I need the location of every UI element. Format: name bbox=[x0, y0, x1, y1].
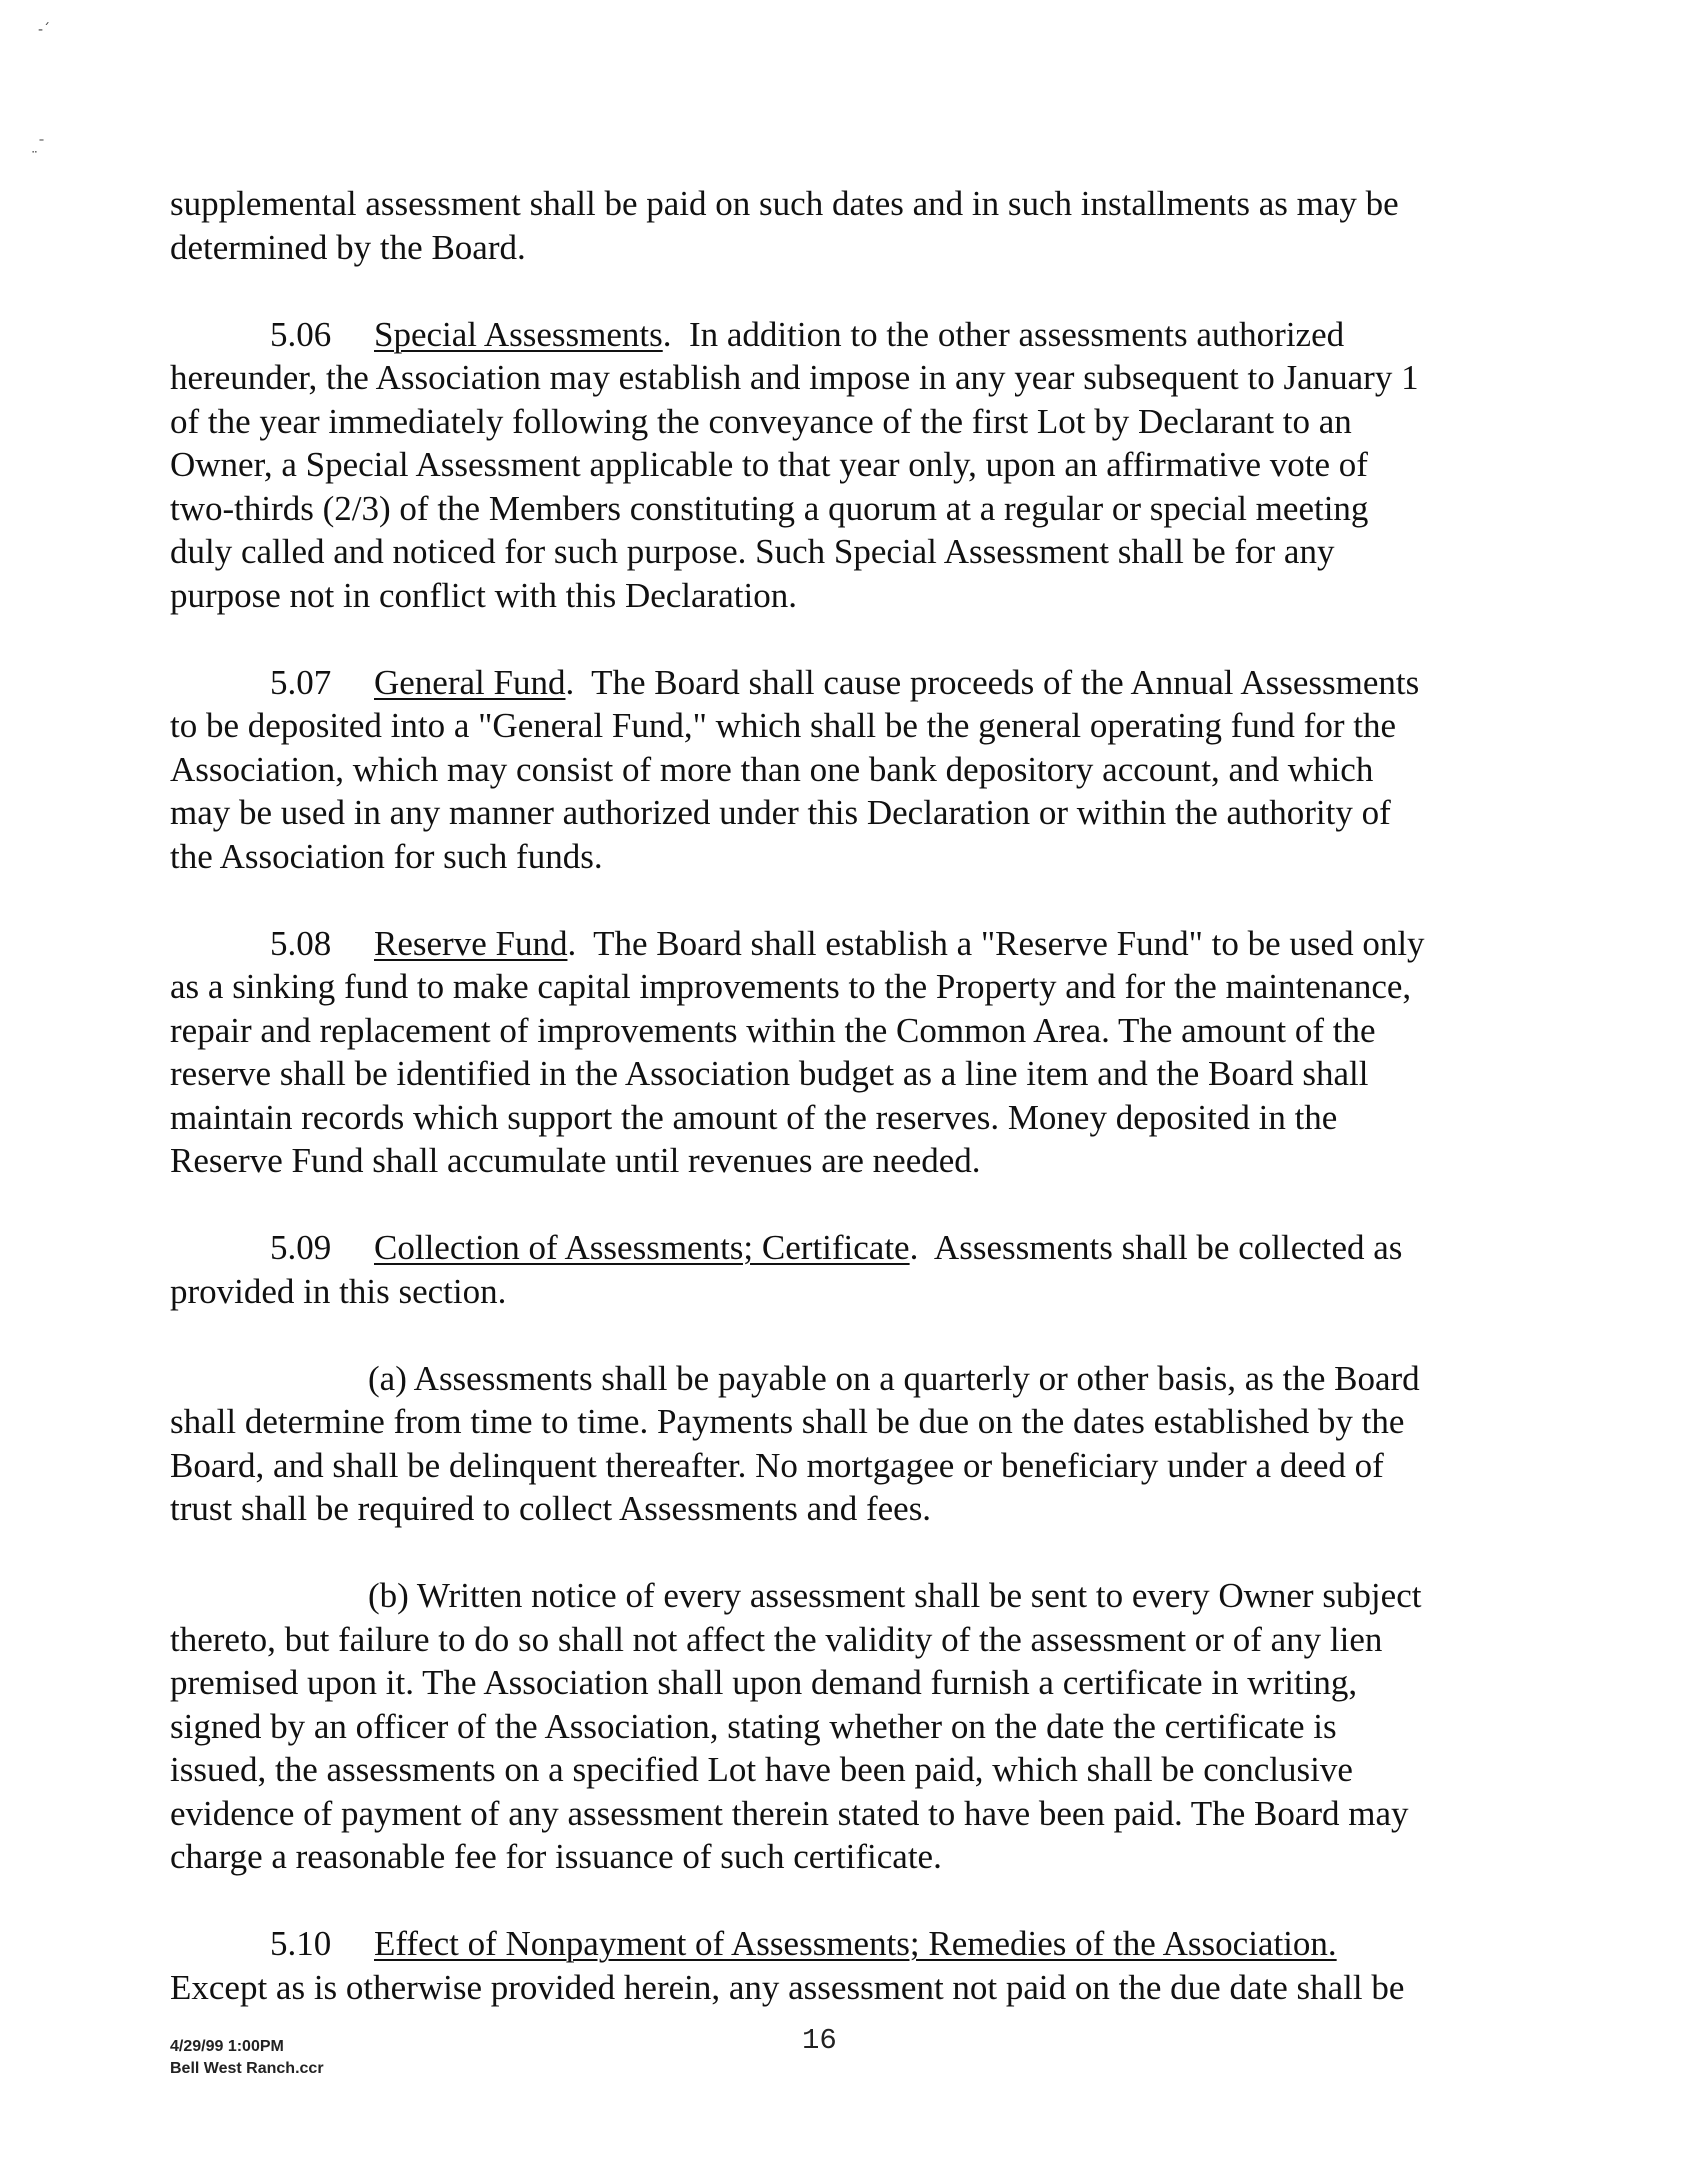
section-heading-line bbox=[170, 661, 1510, 705]
text-line: Except as is otherwise provided herein, any assessment not paid on the due date shall be bbox=[170, 1967, 1405, 2007]
section-5-09 bbox=[170, 1226, 1510, 1313]
scan-artifact-mark: -ˊ bbox=[38, 22, 51, 38]
subsection-first-line: (a) Assessments shall be payable on a quarterly or other basis, as the Board bbox=[368, 1358, 1420, 1398]
text-line: Owner, a Special Assessment applicable to that year only, upon an affirmative vote of bbox=[170, 445, 1368, 484]
section-heading: Special Assessments bbox=[374, 314, 663, 354]
text-line: duly called and noticed for such purpose. Such Special Assessment shall be for any bbox=[170, 532, 1335, 571]
text-line: Board, and shall be delinquent thereafter. No mortgagee or beneficiary under a deed of bbox=[170, 1445, 1384, 1485]
section-number: 5.08 bbox=[270, 923, 332, 963]
section-number: 5.10 bbox=[270, 1924, 332, 1963]
footer-timestamp: 4/29/99 1:00PM bbox=[170, 2038, 284, 2055]
text-line: determined by the Board. bbox=[170, 227, 526, 267]
footer-info bbox=[170, 2036, 324, 2080]
text-line: hereunder, the Association may establish and impose in any year subsequent to January 1 bbox=[170, 358, 1419, 397]
text-line: premised upon it. The Association shall upon demand furnish a certificate in writing, bbox=[170, 1663, 1358, 1702]
section-heading-line bbox=[170, 1226, 1510, 1270]
document-body bbox=[170, 182, 1510, 2009]
text-line: reserve shall be identified in the Association budget as a line item and the Board shall bbox=[170, 1054, 1369, 1093]
text-line: may be used in any manner authorized under this Declaration or within the authority of bbox=[170, 793, 1391, 832]
text-line: Association, which may consist of more than one bank depository account, and which bbox=[170, 749, 1374, 789]
paragraph-continuation bbox=[170, 182, 1510, 269]
section-5-10 bbox=[170, 1922, 1510, 2009]
section-5-07 bbox=[170, 661, 1510, 879]
text-line: evidence of payment of any assessment therein stated to have been paid. The Board may bbox=[170, 1793, 1409, 1833]
text-line: maintain records which support the amount of the reserves. Money deposited in the bbox=[170, 1097, 1338, 1137]
section-heading-line bbox=[170, 922, 1510, 966]
section-heading: General Fund bbox=[374, 662, 566, 702]
text-line: purpose not in conflict with this Declaration. bbox=[170, 575, 797, 615]
text-line: trust shall be required to collect Assessments and fees. bbox=[170, 1489, 932, 1528]
subsection-b bbox=[170, 1574, 1510, 1879]
text-run: . In addition to the other assessments authorized bbox=[662, 314, 1345, 354]
text-line: repair and replacement of improvements within the Common Area. The amount of the bbox=[170, 1010, 1376, 1050]
text-run: . The Board shall cause proceeds of the Annual Assessments bbox=[565, 662, 1420, 702]
section-5-06 bbox=[170, 313, 1510, 618]
page-number: 16 bbox=[802, 2024, 837, 2057]
text-line: shall determine from time to time. Payments shall be due on the dates established by the bbox=[170, 1402, 1405, 1441]
text-line: charge a reasonable fee for issuance of such certificate. bbox=[170, 1837, 942, 1876]
text-line: as a sinking fund to make capital improvements to the Property and for the maintenance, bbox=[170, 967, 1412, 1006]
text-line: issued, the assessments on a specified Lot have been paid, which shall be conclusive bbox=[170, 1750, 1353, 1789]
text-run: . Assessments shall be collected as bbox=[909, 1228, 1403, 1267]
text-line: to be deposited into a "General Fund," which shall be the general operating fund for the bbox=[170, 706, 1396, 745]
section-heading: Collection of Assessments; Certificate bbox=[374, 1228, 910, 1267]
text-run: . The Board shall establish a "Reserve Fund" to be used only bbox=[567, 923, 1425, 963]
section-number: 5.07 bbox=[270, 662, 332, 702]
section-heading: Reserve Fund bbox=[374, 923, 568, 963]
section-number: 5.09 bbox=[270, 1228, 332, 1267]
section-heading-line bbox=[170, 313, 1510, 357]
subsection-first-line: (b) Written notice of every assessment shall be sent to every Owner subject bbox=[368, 1576, 1422, 1615]
text-line: provided in this section. bbox=[170, 1271, 507, 1311]
subsection-a bbox=[170, 1357, 1510, 1531]
text-line: thereto, but failure to do so shall not affect the validity of the assessment or of any lien bbox=[170, 1619, 1383, 1659]
text-line: signed by an officer of the Association, stating whether on the date the certificate is bbox=[170, 1706, 1337, 1746]
section-number: 5.06 bbox=[270, 314, 332, 354]
scan-artifact-mark: ̤ˉ bbox=[38, 138, 45, 154]
text-line: two-thirds (2/3) of the Members constituting a quorum at a regular or special meeting bbox=[170, 488, 1369, 528]
footer-filename: Bell West Ranch.ccr bbox=[170, 2060, 324, 2077]
text-line: the Association for such funds. bbox=[170, 836, 603, 876]
text-line: Reserve Fund shall accumulate until revenues are needed. bbox=[170, 1141, 981, 1180]
text-line: of the year immediately following the conveyance of the first Lot by Declarant to an bbox=[170, 401, 1352, 441]
section-5-08 bbox=[170, 922, 1510, 1183]
section-heading-line bbox=[170, 1922, 1510, 1966]
text-line: supplemental assessment shall be paid on such dates and in such installments as may be bbox=[170, 184, 1399, 223]
section-heading: Effect of Nonpayment of Assessments; Remedies of the Association. bbox=[374, 1924, 1337, 1963]
